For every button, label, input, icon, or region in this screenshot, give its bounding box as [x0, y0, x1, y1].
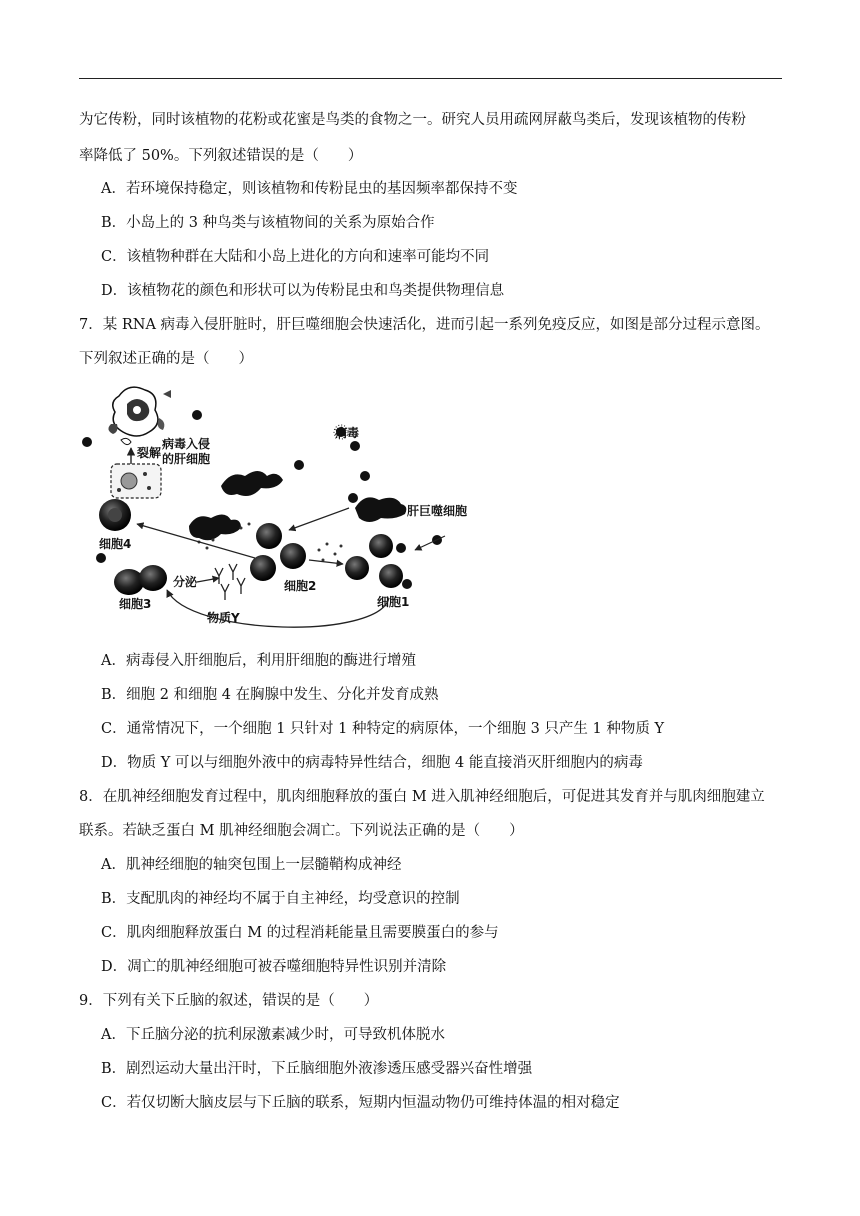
label-cell-4: 细胞4	[99, 537, 132, 551]
q8-option-d: D．凋亡的肌神经细胞可被吞噬细胞特异性识别并清除	[101, 959, 447, 975]
q9-option-b: B．剧烈运动大量出汗时，下丘脑细胞外液渗透压感受器兴奋性增强	[101, 1061, 533, 1077]
label-substance-y: 物质Y	[207, 611, 240, 625]
kupffer-cell-3	[355, 497, 406, 522]
label-secrete: 分泌	[173, 575, 198, 589]
q6-option-c: C．该植物种群在大陆和小岛上进化的方向和速率可能均不同	[101, 249, 490, 265]
q6-text-line1: 为它传粉，同时该植物的花粉或花蜜是鸟类的食物之一。研究人员用疏网屏蔽鸟类后，发现该植物的传粉	[79, 112, 746, 128]
cell-2-group	[250, 523, 306, 581]
label-infected-cell-2: 的肝细胞	[162, 452, 211, 466]
q7-option-b: B．细胞 2 和细胞 4 在胸腺中发生、分化并发育成熟	[101, 687, 439, 703]
q7-option-a: A．病毒侵入肝细胞后，利用肝细胞的酶进行增殖	[101, 653, 416, 669]
label-cell-3: 细胞3	[119, 597, 152, 611]
q8-stem-line1: 8．在肌神经细胞发育过程中，肌肉细胞释放的蛋白 M 进入肌神经细胞后，可促进其发育并与肌肉细胞建立	[79, 789, 765, 805]
kupffer-cell-1	[221, 471, 283, 496]
label-cell-2: 细胞2	[284, 579, 317, 593]
cell-4	[99, 499, 131, 531]
header-rule	[79, 78, 782, 79]
label-virus: 病毒	[335, 426, 360, 440]
q6-option-b: B．小岛上的 3 种鸟类与该植物间的关系为原始合作	[101, 215, 435, 231]
cell-1-group	[345, 534, 403, 588]
q8-option-a: A．肌神经细胞的轴突包围上一层髓鞘构成神经	[101, 857, 402, 873]
q8-option-c: C．肌肉细胞释放蛋白 M 的过程消耗能量且需要膜蛋白的参与	[101, 925, 499, 941]
cell-3-group	[114, 565, 167, 595]
q7-stem-line2: 下列叙述正确的是（ ）	[79, 351, 253, 367]
label-cell-1: 细胞1	[377, 595, 410, 609]
lysed-cell-debris	[108, 387, 171, 444]
q8-option-b: B．支配肌肉的神经均不属于自主神经，均受意识的控制	[101, 891, 460, 907]
infected-liver-cell	[111, 464, 161, 498]
q9-option-a: A．下丘脑分泌的抗利尿激素减少时，可导致机体脱水	[101, 1027, 445, 1043]
q7-option-c: C．通常情况下，一个细胞 1 只针对 1 种特定的病原体，一个细胞 3 只产生 1 种物质 Y	[101, 721, 665, 737]
q6-option-d: D．该植物花的颜色和形状可以为传粉昆虫和鸟类提供物理信息	[101, 283, 505, 299]
q7-option-d: D．物质 Y 可以与细胞外液中的病毒特异性结合，细胞 4 能直接消灭肝细胞内的病毒	[101, 755, 643, 771]
immune-response-diagram	[79, 378, 499, 638]
q9-option-c: C．若仅切断大脑皮层与下丘脑的联系，短期内恒温动物仍可维持体温的相对稳定	[101, 1095, 620, 1111]
antibodies-substance-y	[215, 564, 245, 600]
kupffer-cell-2	[189, 514, 241, 540]
q6-option-a: A．若环境保持稳定，则该植物和传粉昆虫的基因频率都保持不变	[101, 181, 518, 197]
q8-stem-line2: 联系。若缺乏蛋白 M 肌神经细胞会凋亡。下列说法正确的是（ ）	[79, 823, 524, 839]
q7-stem-line1: 7．某 RNA 病毒入侵肝脏时，肝巨噬细胞会快速活化，进而引起一系列免疫反应，如图是部分过程示意图。	[79, 317, 770, 333]
label-kupffer-cell: 肝巨噬细胞	[407, 504, 468, 518]
label-lysis: 裂解	[137, 446, 162, 460]
q6-text-line2: 率降低了 50%。下列叙述错误的是（ ）	[79, 148, 363, 164]
q9-stem-line1: 9．下列有关下丘脑的叙述，错误的是（ ）	[79, 993, 379, 1009]
label-infected-cell-1: 病毒入侵	[162, 437, 211, 451]
